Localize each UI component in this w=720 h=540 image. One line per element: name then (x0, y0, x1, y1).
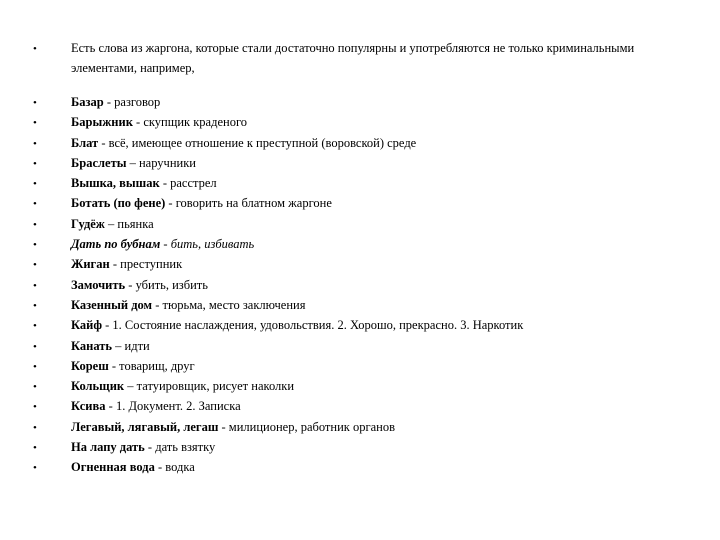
list-item (32, 457, 672, 477)
slang-term: Кольщик (71, 379, 125, 394)
separator: - (160, 237, 171, 252)
slang-term: На лапу дать (71, 440, 145, 455)
slang-list (32, 92, 672, 478)
bullet-icon: • (33, 381, 37, 394)
list-item (32, 234, 672, 254)
slang-definition: тюрьма, место заключения (162, 297, 306, 312)
list-item (32, 417, 672, 437)
bullet-icon: • (33, 320, 37, 333)
slang-definition: 1. Состояние наслаждения, удовольствия. 2. Хорошо, прекрасно. 3. Наркотик (112, 318, 524, 333)
separator: – (112, 338, 125, 353)
bullet-icon: • (33, 97, 37, 109)
separator: - (108, 358, 120, 373)
slang-definition: бить, избивать (170, 237, 255, 252)
list-item (32, 396, 672, 416)
slang-definition: 1. Документ. 2. Записка (115, 399, 241, 414)
slang-definition: идти (124, 338, 150, 353)
bullet-icon: • (33, 421, 37, 434)
bullet-icon: • (33, 43, 37, 55)
bullet-icon: • (33, 178, 37, 191)
slang-definition: водка (165, 460, 195, 475)
separator: - (105, 399, 116, 414)
slang-term: Замочить (71, 277, 126, 292)
separator: - (218, 419, 229, 434)
slang-definition: пьянка (117, 216, 154, 231)
list-item (32, 133, 672, 153)
list-item (32, 254, 672, 274)
bullet-icon: • (33, 340, 37, 353)
slang-definition: всё, имеющее отношение к преступной (воровской) среде (108, 135, 417, 150)
slang-term: Огненная вода (71, 460, 155, 475)
separator: - (132, 115, 144, 130)
slang-term: Вышка, вышак (71, 176, 160, 191)
separator: - (159, 176, 171, 191)
slang-term: Ботать (по фене) (71, 196, 166, 211)
separator: - (125, 277, 136, 292)
slang-term: Браслеты (71, 155, 127, 170)
list-item (32, 315, 672, 335)
slang-definition: расстрел (170, 176, 217, 191)
bullet-icon: • (33, 462, 37, 475)
list-item (32, 193, 672, 213)
slang-term: Канать (71, 338, 113, 353)
slang-term: Базар (71, 95, 104, 109)
bullet-icon: • (33, 239, 37, 252)
slang-term: Дать по бубнам (71, 237, 161, 252)
list-item (32, 295, 672, 315)
slang-term: Жиган (71, 257, 110, 272)
separator: – (126, 155, 139, 170)
bullet-icon: • (33, 137, 37, 150)
list-item (32, 112, 672, 132)
bullet-icon: • (33, 279, 37, 292)
bullet-icon: • (33, 157, 37, 170)
list-item (32, 376, 672, 396)
separator: - (103, 95, 115, 109)
slang-term: Ксива (71, 399, 106, 414)
slang-definition: говорить на блатном жаргоне (175, 196, 332, 211)
slang-term: Кореш (71, 358, 109, 373)
slang-term: Блат (71, 135, 99, 150)
separator: - (109, 257, 121, 272)
list-item (32, 153, 672, 173)
slang-definition: преступник (120, 257, 183, 272)
slang-definition: дать взятку (155, 440, 216, 455)
separator: - (98, 135, 109, 150)
slang-term: Гудёж (71, 216, 105, 231)
bullet-icon: • (33, 299, 37, 312)
separator: - (102, 318, 113, 333)
separator: - (144, 440, 156, 455)
bullet-icon: • (33, 401, 37, 414)
slang-definition: милиционер, работник органов (228, 419, 395, 434)
bullet-icon: • (33, 218, 37, 231)
bullet-icon: • (33, 117, 37, 130)
separator: - (154, 460, 166, 475)
list-item (32, 336, 672, 356)
separator: - (165, 196, 176, 211)
slang-term: Казенный дом (71, 297, 153, 312)
slang-definition: убить, избить (135, 277, 208, 292)
bullet-icon: • (33, 442, 37, 455)
slang-definition: татуировщик, рисует наколки (136, 379, 295, 394)
bullet-icon: • (33, 198, 37, 211)
separator: – (104, 216, 118, 231)
slang-definition: товарищ, друг (119, 358, 195, 373)
separator: – (124, 379, 137, 394)
slang-definition: наручники (138, 155, 196, 170)
separator: - (152, 297, 163, 312)
slang-term: Легавый, лягавый, легаш (71, 419, 219, 434)
slang-definition: разговор (114, 95, 161, 109)
list-item (32, 275, 672, 295)
list-item (32, 92, 672, 112)
intro-text: Есть слова из жаргона, которые стали достаточно популярны и употребляются не только криминальными элементами, например, (71, 41, 635, 75)
intro-paragraph (32, 38, 672, 78)
bullet-icon: • (33, 360, 37, 373)
list-item (32, 173, 672, 193)
slang-term: Барыжник (71, 115, 133, 130)
list-item (32, 214, 672, 234)
bullet-icon: • (33, 259, 37, 272)
list-item (32, 356, 672, 376)
slang-term: Кайф (71, 318, 102, 333)
list-item (32, 437, 672, 457)
slang-definition: скупщик краденого (143, 115, 248, 130)
